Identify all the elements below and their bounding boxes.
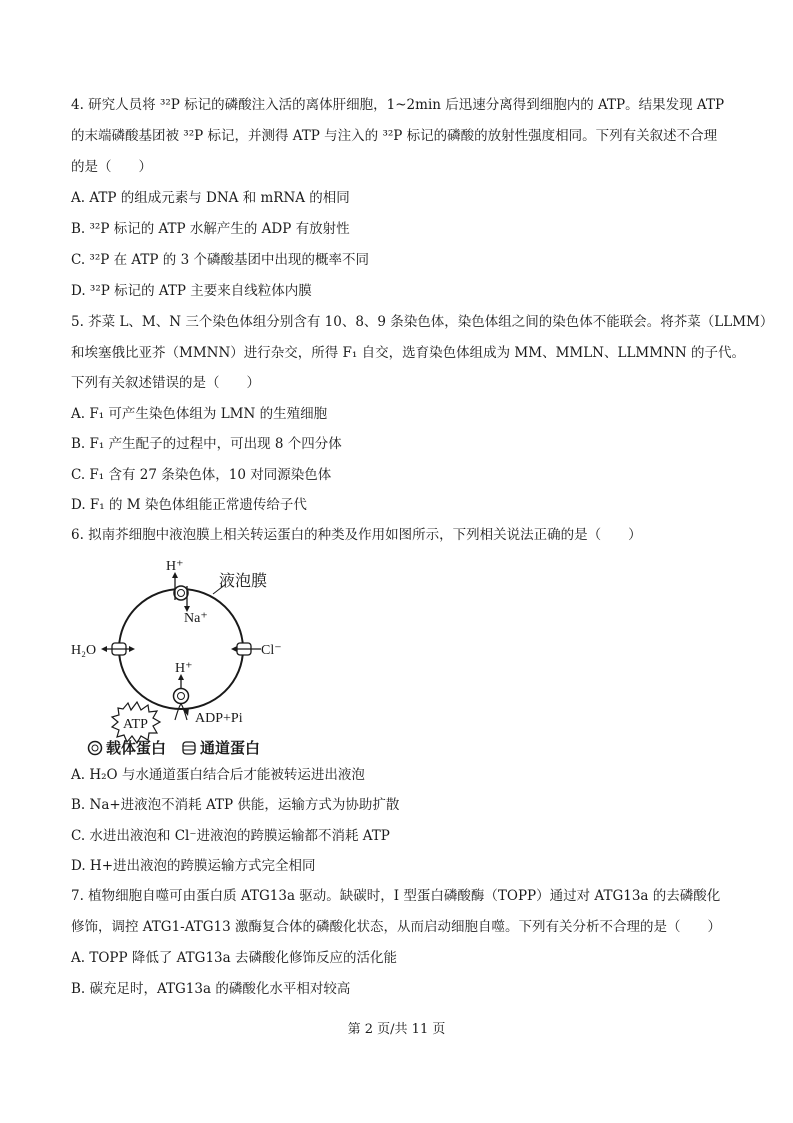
adp-label: ADP+Pi xyxy=(195,711,243,726)
q5-option-a: A. F₁ 可产生染色体组为 LMN 的生殖细胞 xyxy=(71,406,328,422)
q6-option-a: A. H₂O 与水通道蛋白结合后才能被转运进出液泡 xyxy=(71,767,365,783)
q5-option-d: D. F₁ 的 M 染色体组能正常遗传给子代 xyxy=(71,497,307,513)
atp-label: ATP xyxy=(123,717,148,732)
q6-option-c: C. 水进出液泡和 Cl⁻进液泡的跨膜运输都不消耗 ATP xyxy=(71,828,390,844)
q4-stem-line-1: 4. 研究人员将 ³²P 标记的磷酸注入活的离体肝细胞，1~2min 后迅速分离得到细胞内的 ATP。结果发现 ATP xyxy=(71,97,725,113)
vacuole-membrane-figure xyxy=(71,556,311,766)
q7-option-a: A. TOPP 降低了 ATG13a 去磷酸化修饰反应的活化能 xyxy=(71,950,397,966)
page-footer: 第 2 页/共 11 页 xyxy=(347,1022,446,1037)
q5-stem-line-3: 下列有关叙述错误的是（ ） xyxy=(71,375,260,391)
q5-option-b: B. F₁ 产生配子的过程中，可出现 8 个四分体 xyxy=(71,436,342,452)
q5-stem-line-2: 和埃塞俄比亚芥（MMNN）进行杂交，所得 F₁ 自交，选育染色体组成为 MM、MMLN、LLMMNN 的子代。 xyxy=(71,345,745,361)
carrier-legend-label: 载体蛋白 xyxy=(106,741,167,757)
top-carrier-protein xyxy=(174,586,188,600)
h-bottom-label: H⁺ xyxy=(175,661,193,676)
channel-legend-label: 通道蛋白 xyxy=(200,741,261,757)
cl-label: Cl⁻ xyxy=(261,643,282,658)
channel-protein-legend-icon xyxy=(183,742,195,754)
cl-arrowhead xyxy=(231,646,237,652)
h-top-label: H⁺ xyxy=(166,559,184,574)
q4-option-d: D. ³²P 标记的 ATP 主要来自线粒体内膜 xyxy=(71,283,312,299)
q5-option-c: C. F₁ 含有 27 条染色体，10 对同源染色体 xyxy=(71,467,332,483)
bottom-proton-pump xyxy=(174,689,189,704)
q6-stem: 6. 拟南芥细胞中液泡膜上相关转运蛋白的种类及作用如图所示，下列相关说法正确的是（ ） xyxy=(71,527,642,543)
q4-option-c: C. ³²P 在 ATP 的 3 个磷酸基团中出现的概率不同 xyxy=(71,252,369,268)
q6-option-d: D. H+进出液泡的跨膜运输方式完全相同 xyxy=(71,858,316,874)
membrane-label: 液泡膜 xyxy=(219,573,268,590)
q7-stem-line-1: 7. 植物细胞自噬可由蛋白质 ATG13a 驱动。缺碳时，I 型蛋白磷酸酶（TOPP）通过对 ATG13a 的去磷酸化 xyxy=(71,888,721,904)
q4-stem-line-3: 的是（ ） xyxy=(71,159,152,175)
q4-option-b: B. ³²P 标记的 ATP 水解产生的 ADP 有放射性 xyxy=(71,221,350,237)
q7-stem-line-2: 修饰，调控 ATG1-ATG13 激酶复合体的磷酸化状态，从而启动细胞自噬。下列有关分析不合理的是（ ） xyxy=(71,919,722,935)
na-label: Na⁺ xyxy=(184,611,208,626)
q4-stem-line-2: 的末端磷酸基团被 ³²P 标记，并测得 ATP 与注入的 ³²P 标记的磷酸的放射性强度相同。下列有关叙述不合理 xyxy=(71,128,718,144)
q5-stem-line-1: 5. 芥菜 L、M、N 三个染色体组分别含有 10、8、9 条染色体，染色体组之间的染色体不能联会。将芥菜（LLMM） xyxy=(71,314,774,330)
q6-option-b: B. Na+进液泡不消耗 ATP 供能，运输方式为协助扩散 xyxy=(71,797,400,813)
q4-option-a: A. ATP 的组成元素与 DNA 和 mRNA 的相同 xyxy=(71,190,350,206)
carrier-protein-legend-icon xyxy=(89,742,102,755)
h2o-arrowhead-out xyxy=(101,646,107,652)
h2o-arrowhead-in xyxy=(129,646,135,652)
q7-option-b: B. 碳充足时，ATG13a 的磷酸化水平相对较高 xyxy=(71,981,351,997)
h2o-label: H₂O xyxy=(71,643,97,658)
